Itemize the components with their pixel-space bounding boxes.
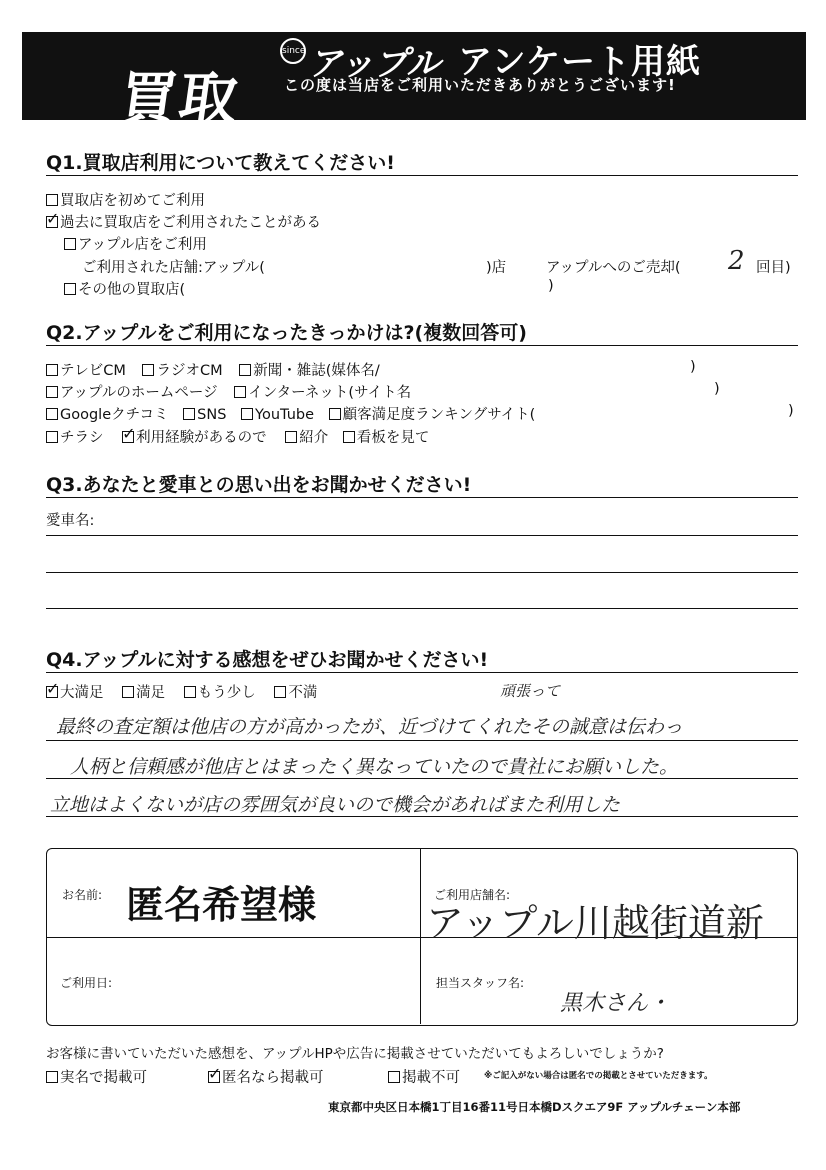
q2-option-homepage[interactable]: アップルのホームページ — [46, 385, 218, 401]
checkbox-checked[interactable] — [208, 1064, 222, 1083]
checkbox[interactable] — [46, 431, 58, 443]
q2-row2-end: ) — [714, 381, 720, 397]
checkbox[interactable] — [239, 364, 251, 376]
box-divider-vertical — [420, 848, 421, 1024]
q1-other-suffix: ) — [548, 278, 554, 294]
q1-heading: Q1.買取店利用について教えてください! — [46, 152, 395, 174]
q1-option-apple[interactable]: アップル店をご利用 — [64, 233, 207, 254]
footer-address: 東京都中央区日本橋1丁目16番11号日本橋Dスクエア9F アップルチェーン本部 — [328, 1100, 741, 1114]
consent-option-anon[interactable]: ✓ 匿名なら掲載可 — [208, 1064, 324, 1086]
q1-store-label: ご利用された店舗:アップル( — [82, 260, 265, 276]
q4-rating-very-satisfied[interactable]: ✓ 大満足 — [46, 679, 104, 701]
q2-row3-end: ) — [788, 403, 794, 419]
q2-option-internet[interactable]: インターネット(サイト名 — [234, 385, 411, 401]
q4-rating-somewhat[interactable]: もう少し — [184, 685, 256, 701]
staff-value[interactable]: 黒木さん・ — [560, 991, 671, 1016]
q4-comment-line-1[interactable]: 最終の査定額は他店の方が高かったが、近づけてくれたその誠意は伝わっ — [56, 716, 683, 738]
q3-line-1[interactable] — [46, 535, 798, 536]
checkmark-icon: ✓ — [46, 679, 60, 698]
q1-option-past[interactable]: ✓ 過去に買取店をご利用されたことがある — [46, 209, 321, 231]
checkbox[interactable] — [329, 408, 341, 420]
q2-option-google[interactable]: Googleクチコミ — [46, 407, 169, 423]
checkbox[interactable] — [46, 1071, 58, 1083]
q2-option-radio[interactable]: ラジオCM — [142, 363, 222, 379]
checkbox[interactable] — [241, 408, 253, 420]
checkbox-checked[interactable] — [46, 679, 60, 698]
checkmark-icon: ✓ — [46, 209, 60, 228]
q3-line-3[interactable] — [46, 608, 798, 609]
checkbox[interactable] — [142, 364, 154, 376]
checkbox[interactable] — [274, 686, 286, 698]
kaitori-title: 買取 — [114, 65, 245, 133]
q2-option-signboard[interactable]: 看板を見て — [343, 430, 430, 446]
checkmark-icon: ✓ — [208, 1064, 222, 1083]
q3-heading: Q3.あなたと愛車との思い出をお聞かせください! — [46, 474, 472, 496]
checkbox[interactable] — [46, 408, 58, 420]
checkbox[interactable] — [122, 686, 134, 698]
q4-comment-line-2[interactable]: 人柄と信頼感が他店とはまったく異なっていたので貴社にお願いした。 — [70, 756, 679, 778]
store-value[interactable]: アップル川越街道新 — [426, 901, 764, 945]
q2-row1-end: ) — [690, 359, 696, 375]
checkbox[interactable] — [46, 194, 58, 206]
checkbox[interactable] — [285, 431, 297, 443]
q2-heading: Q2.アップルをご利用になったきっかけは?(複数回答可) — [46, 322, 527, 344]
q2-option-experience[interactable]: ✓ 利用経験があるので — [122, 424, 267, 446]
checkbox[interactable] — [343, 431, 355, 443]
checkbox[interactable] — [64, 238, 76, 250]
consent-option-no[interactable]: 掲載不可 — [388, 1066, 460, 1087]
name-value[interactable]: 匿名希望様 — [126, 883, 317, 927]
q2-row4 — [46, 426, 429, 447]
q3-car-label: 愛車名: — [46, 513, 95, 529]
q2-option-tv[interactable]: テレビCM — [46, 363, 126, 379]
q4-line-2 — [46, 778, 798, 779]
apple-logo: アップル — [308, 44, 441, 84]
apple-logo-badge-icon: since — [280, 38, 306, 64]
q1-sell-label: アップルへのご売却( — [546, 260, 681, 276]
checkbox[interactable] — [184, 686, 196, 698]
consent-note: ※ご記入がない場合は匿名での掲載とさせていただきます。 — [484, 1071, 713, 1081]
staff-label: 担当スタッフ名: — [436, 976, 525, 990]
q2-option-referral[interactable]: 紹介 — [285, 430, 328, 446]
q4-rule — [46, 672, 798, 673]
q2-row1 — [46, 359, 380, 380]
consent-question: お客様に書いていただいた感想を、アップルHPや広告に掲載させていただいてもよろしいでしょうか? — [46, 1046, 664, 1062]
q3-rule — [46, 497, 798, 498]
q1-rule — [46, 175, 798, 176]
q1-store-suffix: )店 — [486, 260, 507, 276]
q2-row2 — [46, 381, 411, 402]
survey-title: アンケート用紙 — [458, 42, 701, 82]
q4-heading: Q4.アップルに対する感想をぜひお聞かせください! — [46, 649, 489, 671]
checkbox[interactable] — [46, 386, 58, 398]
q1-option-other[interactable]: その他の買取店( — [64, 278, 185, 299]
checkbox[interactable] — [234, 386, 246, 398]
checkbox[interactable] — [64, 283, 76, 295]
checkbox-checked[interactable] — [46, 209, 60, 228]
q4-line-3 — [46, 816, 798, 817]
checkbox[interactable] — [388, 1071, 400, 1083]
checkbox-checked[interactable] — [122, 424, 136, 443]
name-label: お名前: — [62, 888, 103, 902]
q2-option-flyer[interactable]: チラシ — [46, 430, 104, 446]
q2-option-sns[interactable]: SNS — [183, 407, 226, 423]
q1-sell-suffix: 回目) — [756, 260, 791, 276]
header-banner — [22, 32, 806, 133]
q2-option-newspaper[interactable]: 新聞・雑誌(媒体名/ — [239, 363, 380, 379]
q4-ratings — [46, 681, 317, 702]
survey-subtitle: この度は当店をご利用いただきありがとうございます! — [284, 76, 676, 94]
checkmark-icon: ✓ — [122, 424, 136, 443]
q4-rating-dissatisfied[interactable]: 不満 — [274, 685, 317, 701]
q2-option-ranking[interactable]: 顧客満足度ランキングサイト( — [329, 407, 536, 423]
q3-line-2[interactable] — [46, 572, 798, 573]
store-label: ご利用店舗名: — [434, 888, 511, 902]
q4-rating-satisfied[interactable]: 満足 — [122, 685, 165, 701]
q2-row3 — [46, 403, 535, 424]
consent-option-real[interactable]: 実名で掲載可 — [46, 1066, 147, 1087]
q2-option-youtube[interactable]: YouTube — [241, 407, 314, 423]
q1-option-first[interactable]: 買取店を初めてご利用 — [46, 189, 205, 210]
q4-comment-line-3[interactable]: 立地はよくないが店の雰囲気が良いので機会があればまた利用した — [50, 794, 621, 816]
date-label: ご利用日: — [60, 976, 113, 990]
q4-line-1 — [46, 740, 798, 741]
q2-rule — [46, 345, 798, 346]
checkbox[interactable] — [46, 364, 58, 376]
checkbox[interactable] — [183, 408, 195, 420]
q1-sell-count[interactable]: 2 — [728, 246, 745, 276]
q4-note-above: 頑張って — [500, 682, 561, 700]
